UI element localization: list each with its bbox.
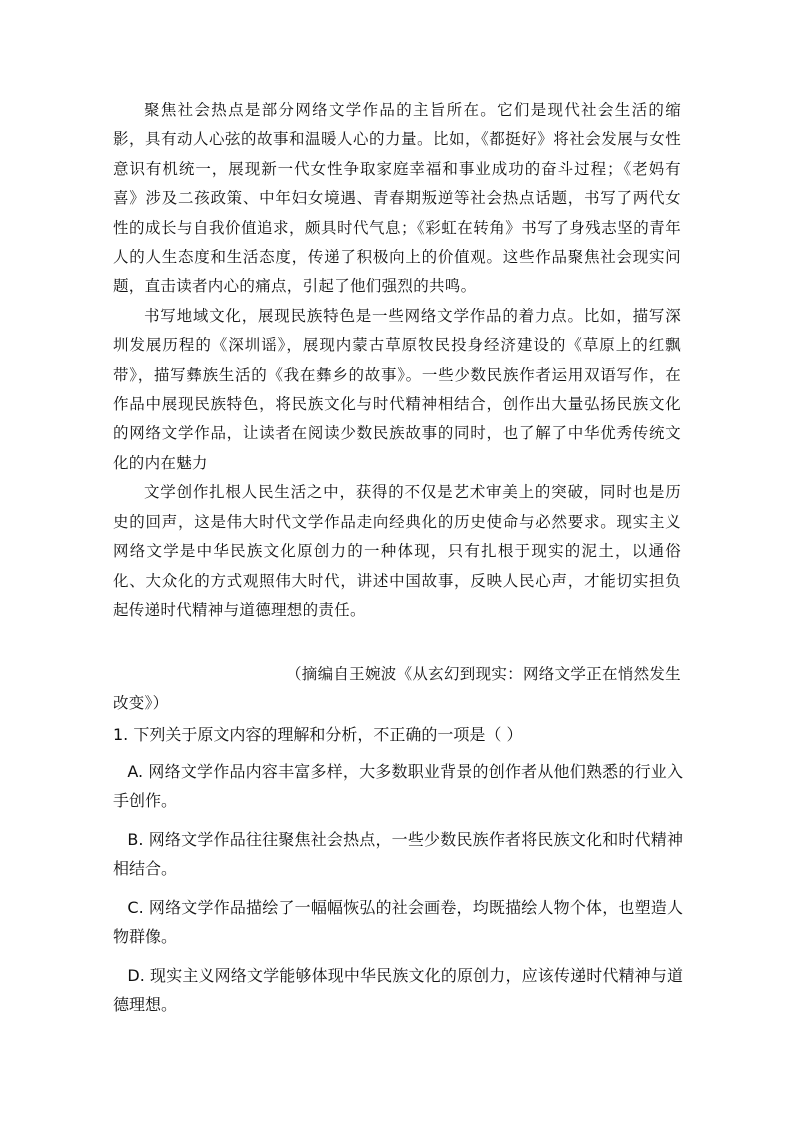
passage-paragraph-2: 书写地域文化，展现民族特色是一些网络文学作品的着力点。比如，描写深圳发展历程的《深圳谣》，展现内蒙古草原牧民投身经济建设的《草原上的红飘带》，描写彝族生活的《我在彝乡的故事》。一些少数民族作者运用双语写作，在作品中展现民族特色，将民族文化与时代精神相结合，创作出大量弘扬民族文化的网络文学作品，让读者在阅读少数民族故事的同时，也了解了中华优秀传统文化的内在魅力 xyxy=(113,306,681,472)
passage-paragraph-1: 聚焦社会热点是部分网络文学作品的主旨所在。它们是现代社会生活的缩影，具有动人心弦的故事和温暖人心的力量。比如，《都挺好》将社会发展与女性意识有机统一，展现新一代女性争取家庭幸福和事业成功的奋斗过程；《老妈有喜》涉及二孩政策、中年妇女境遇、青春期叛逆等社会热点话题，书写了两代女性的成长与自我价值追求，颇具时代气息；《彩虹在转角》书写了身残志坚的青年人的人生态度和生活态度，传递了积极向上的价值观。这些作品聚焦社会现实问题，直击读者内心的痛点，引起了他们强烈的共鸣。 xyxy=(113,101,681,296)
reading-passage xyxy=(113,96,681,625)
source-line-1: （摘编自王婉波《从玄幻到现实：网络文学正在悄然发生 xyxy=(285,665,681,683)
question-stem: 1. 下列关于原文内容的理解和分析，不正确的一项是（ ） xyxy=(113,725,523,744)
option-a: A. 网络文学作品内容丰富多样，大多数职业背景的创作者从他们熟悉的行业入手创作。 xyxy=(113,762,683,810)
option-c: C. 网络文学作品描绘了一幅幅恢弘的社会画卷，均既描绘人物个体，也塑造人物群像。 xyxy=(113,898,683,946)
option-b: B. 网络文学作品往往聚焦社会热点，一些少数民族作者将民族文化和时代精神相结合。 xyxy=(113,830,683,878)
passage-paragraph-3: 文学创作扎根人民生活之中，获得的不仅是艺术审美上的突破，同时也是历史的回声，这是伟大时代文学作品走向经典化的历史使命与必然要求。现实主义网络文学是中华民族文化原创力的一种体现，只有扎根于现实的泥土，以通俗化、大众化的方式观照伟大时代，讲述中国故事，反映人民心声，才能切实担负起传递时代精神与道德理想的责任。 xyxy=(113,483,681,619)
question-1 xyxy=(113,720,683,1029)
passage-source xyxy=(113,660,681,718)
source-line-2: 改变》） xyxy=(113,694,169,712)
option-d: D. 现实主义网络文学能够体现中华民族文化的原创力，应该传递时代精神与道德理想。 xyxy=(113,966,683,1014)
